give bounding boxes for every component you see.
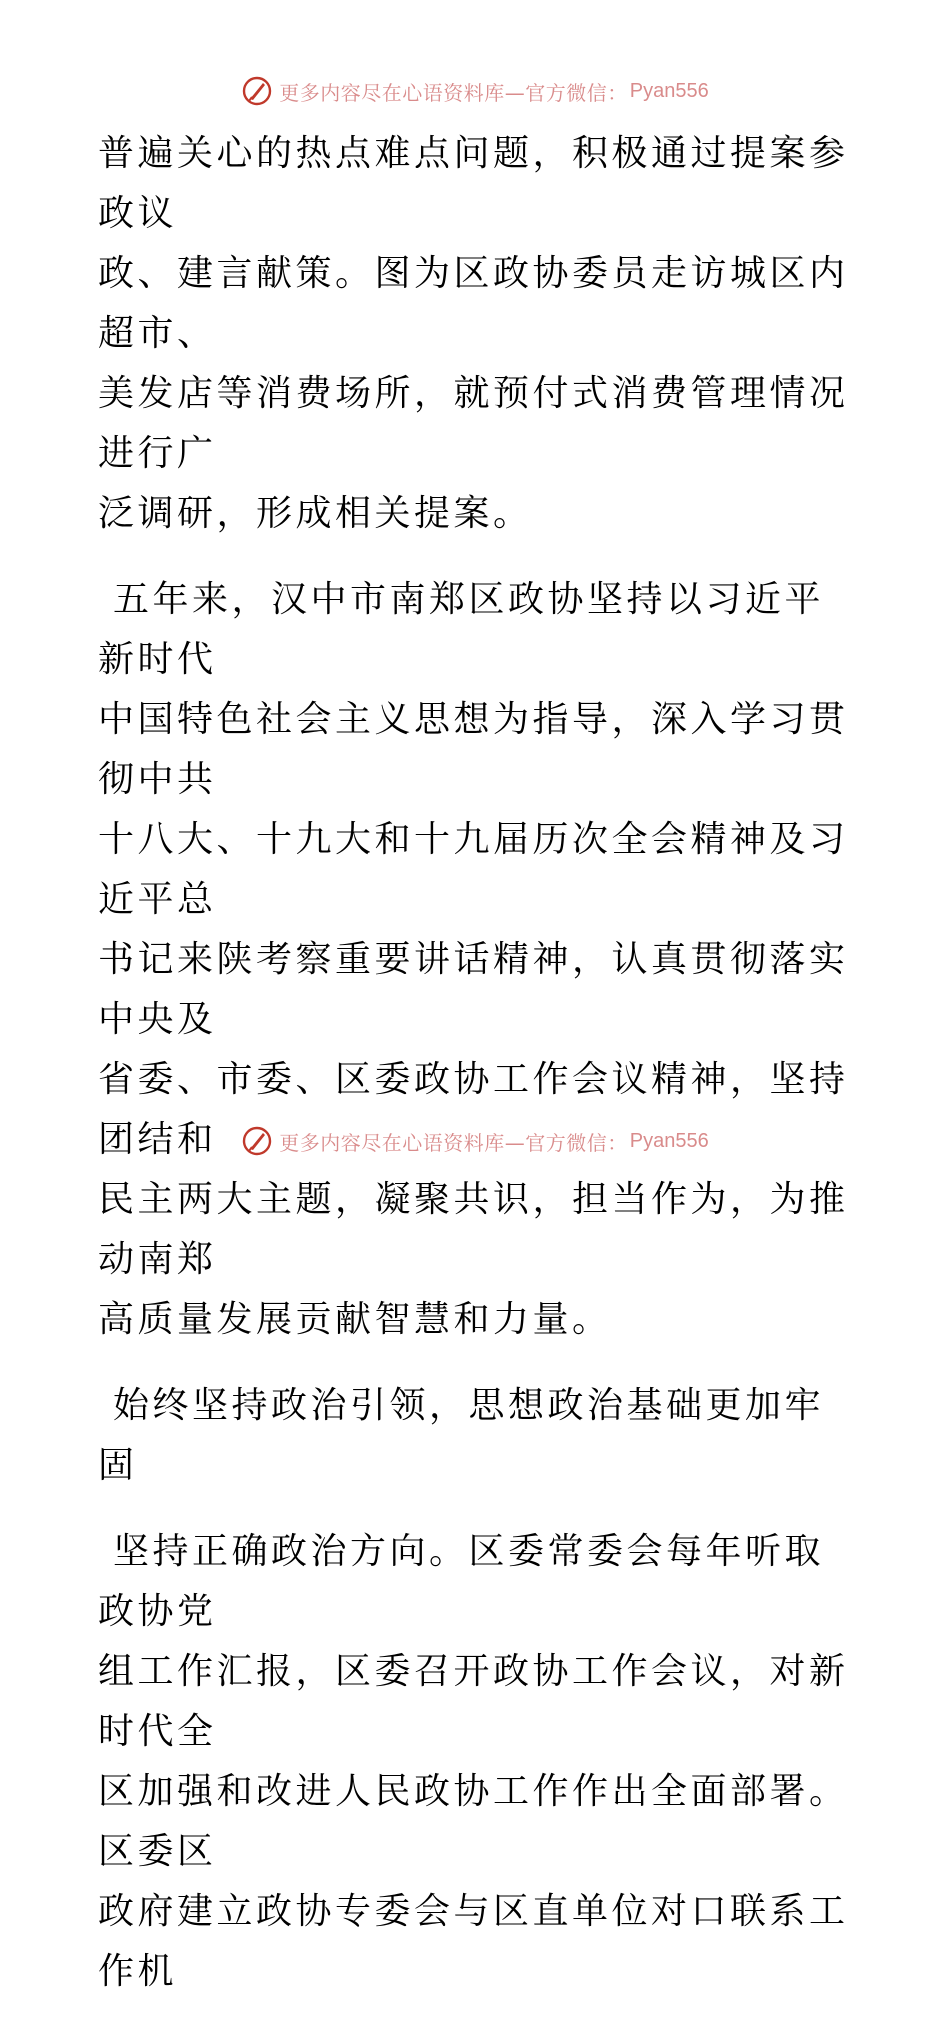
text-line: 十八大、十九大和十九届历次全会精神及习近平总 [98,819,849,920]
watermark-handle: Pyan556 [629,79,709,102]
text-line: 政府建立政协专委会与区直单位对口联系工作机 [98,1891,849,1992]
text-line: 中国特色社会主义思想为指导，深入学习贯彻中共 [98,699,849,800]
text-line: 普遍关心的热点难点问题，积极通过提案参政议 [98,133,849,234]
watermark-footer [0,1121,950,1161]
text-line: 美发店等消费场所，就预付式消费管理情况进行广 [98,373,849,474]
text-line: 高质量发展贡献智慧和力量。 [98,1299,612,1340]
paragraph [98,1522,858,2002]
text-line: 五年来，汉中市南郑区政协坚持以习近平新时代 [98,579,824,680]
text-line: 区加强和改进人民政协工作作出全面部署。区委区 [98,1771,849,1872]
document-body [98,124,858,2028]
text-line: 泛调研，形成相关提案。 [98,493,533,534]
text-line: 省委、市委、区委政协工作会议精神，坚持团结和 [98,1059,849,1160]
watermark-text: 更多内容尽在心语资料库—官方微信： [279,1130,628,1155]
quill-pen-logo-icon [241,75,273,107]
watermark-text: 更多内容尽在心语资料库—官方微信： [279,80,628,105]
paragraph [98,570,858,1350]
text-line: 组工作汇报，区委召开政协工作会议，对新时代全 [98,1651,849,1752]
text-line: 坚持正确政治方向。区委常委会每年听取政协党 [98,1531,824,1632]
quill-pen-logo-icon [241,1125,273,1157]
watermark-handle: Pyan556 [629,1129,709,1152]
text-line: 始终坚持政治引领，思想政治基础更加牢固 [98,1385,824,1486]
watermark-header [0,71,950,111]
text-line: 政、建言献策。图为区政协委员走访城区内超市、 [98,253,849,354]
text-line: 书记来陕考察重要讲话精神，认真贯彻落实中央及 [98,939,849,1040]
paragraph [98,124,858,544]
text-line: 民主两大主题，凝聚共识，担当作为，为推动南郑 [98,1179,849,1280]
section-heading [98,1376,858,1496]
